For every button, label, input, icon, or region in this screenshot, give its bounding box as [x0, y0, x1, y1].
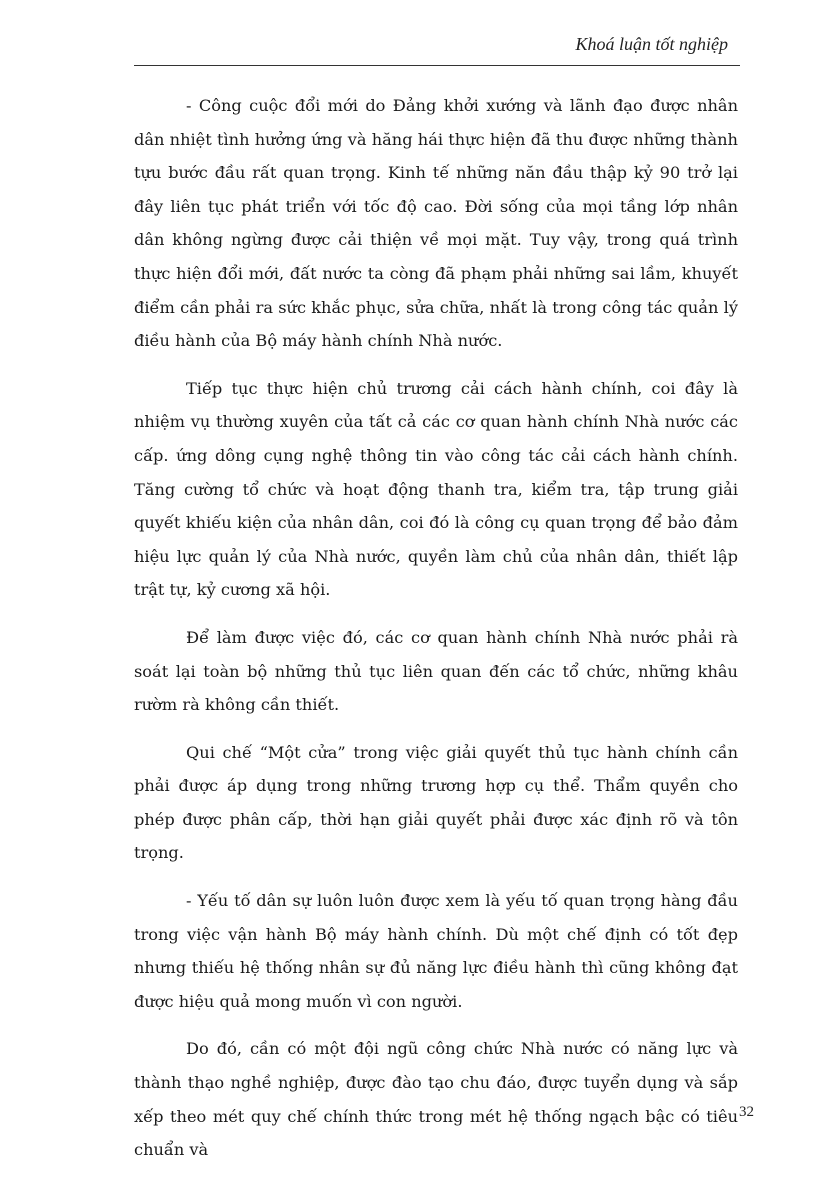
header-title: Khoá luận tốt nghiệp [575, 34, 728, 54]
document-body [134, 89, 738, 1181]
paragraph: Qui chế “Một cửa” trong việc giải quyết thủ tục hành chính cần phải được áp dụng trong những trương hợp cụ thể. Thẩm quyền cho phép được phân cấp, thời hạn giải quyết phải được xác định rõ và tôn trọng. [134, 742, 738, 863]
paragraph: Tiếp tục thực hiện chủ trương cải cách hành chính, coi đây là nhiệm vụ thường xuyên của tất cả các cơ quan hành chính Nhà nước các cấp. ứng dông cụng nghệ thông tin vào công tác cải cách hành chính. Tăng cường tổ chức và hoạt động thanh tra, kiểm tra, tập trung giải quyết khiếu kiện của nhân dân, coi đó là công cụ quan trọng để bảo đảm hiệu lực quản lý của Nhà nước, quyền làm chủ của nhân dân, thiết lập trật tự, kỷ cương xã hội. [134, 378, 738, 600]
paragraph: - Yếu tố dân sự luôn luôn được xem là yếu tố quan trọng hàng đầu trong việc vận hành Bộ máy hành chính. Dù một chế định có tốt đẹp nhưng thiếu hệ thống nhân sự đủ năng lực điều hành thì cũng không đạt được hiệu quả mong muốn vì con người. [134, 891, 738, 1011]
paragraph: - Công cuộc đổi mới do Đảng khởi xướng và lãnh đạo được nhân dân nhiệt tình hưởng ứng và hăng hái thực hiện đã thu được những thành tựu bước đầu rất quan trọng. Kinh tế những năn đầu thập kỷ 90 trở lại đây liên tục phát triển với tốc độ cao. Đời sống của mọi tầng lớp nhân dân không ngừng được cải thiện về mọi mặt. Tuy vậy, trong quá trình thực hiện đổi mới, đất nước ta còng đã phạm phải những sai lầm, khuyết điểm cần phải ra sức khắc phục, sửa chữa, nhất là trong công tác quản lý điều hành của Bộ máy hành chính Nhà nước. [134, 96, 738, 351]
paragraph: Để làm được việc đó, các cơ quan hành chính Nhà nước phải rà soát lại toàn bộ những thủ tục liên quan đến các tổ chức, những khâu rườm rà không cần thiết. [134, 627, 738, 715]
page-number: 32 [739, 1104, 754, 1120]
header-divider [134, 65, 740, 66]
paragraph: Do đó, cần có một đội ngũ công chức Nhà nước có năng lực và thành thạo nghề nghiệp, được đào tạo chu đáo, được tuyển dụng và sắp xếp theo mét quy chế chính thức trong mét hệ thống ngạch bậc có tiêu chuẩn và [134, 1039, 738, 1160]
